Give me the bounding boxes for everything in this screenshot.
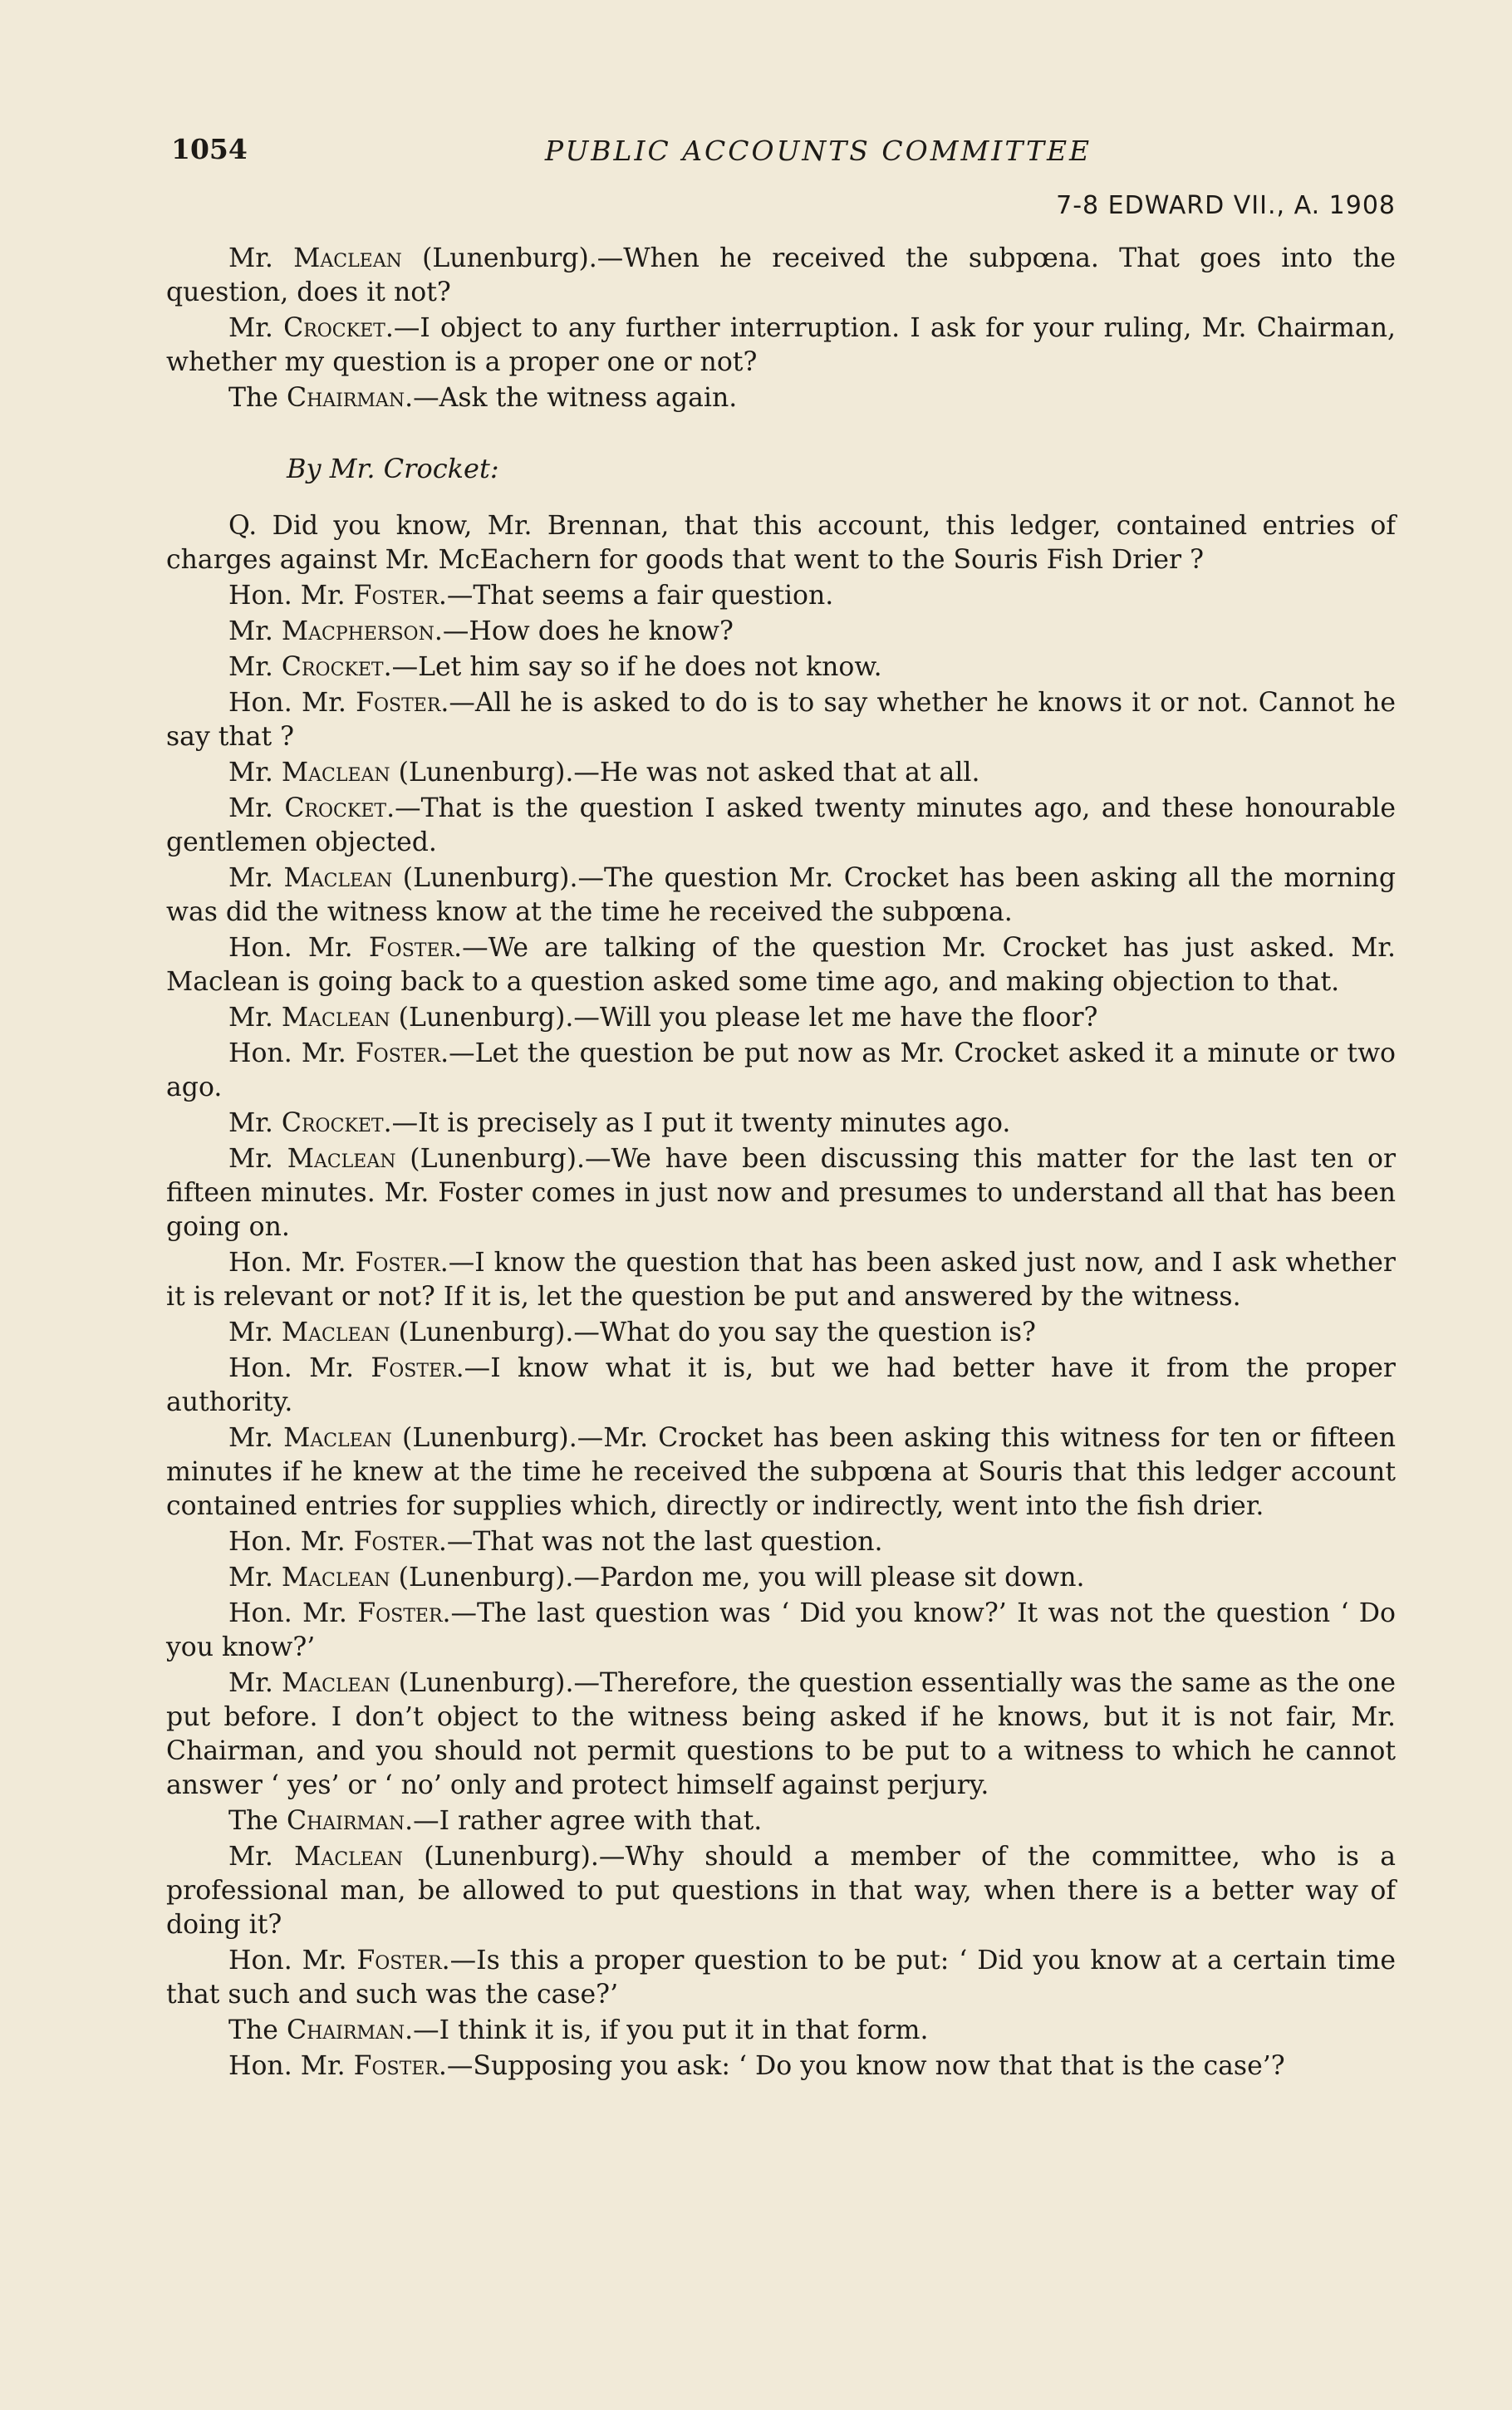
speaker-suffix: .— [383,652,419,682]
speaker-name: Foster [371,1353,456,1383]
speaker-suffix: (Lunenburg).— [390,758,600,788]
speech-text: I object to any further interruption. I ask for your ruling, Mr. Chairman, whether my question is a proper one or not? [166,313,1397,377]
speaker-suffix: .— [455,1353,491,1383]
speech-text: That seems a fair question. [473,581,834,611]
speaker-suffix: .— [434,616,469,646]
speaker-name: Macpherson [281,616,434,646]
speaker-name: Crocket [281,1108,384,1138]
speech-text: All he is asked to do is to say whether he knows it or not. Cannot he say that ? [166,688,1396,752]
speaker-name: Crocket [283,313,385,343]
speech-paragraph [166,931,1396,999]
speaker-title: Mr. [228,1842,273,1872]
speaker-suffix: .— [405,1806,439,1836]
speaker-suffix: (Lunenburg).— [402,1842,626,1872]
speaker-name: Foster [353,581,439,611]
speaker-name: Chairman [286,2015,405,2045]
speaker-title: Mr. [228,758,273,788]
speech-text: Mr. Crocket has been asking this witness for ten or fifteen minutes if he knew at the time he received the subpœna at Souris that this ledger account contained entries for supplies which, directly or indirectly, went into the fish drier. [166,1423,1397,1521]
speech-text: The question Mr. Crocket has been asking all the morning was did the witness know at the time he received the subpœna. [166,863,1396,927]
transcript-body [166,242,1396,2084]
speech-text: That was not the last question. [473,1527,883,1557]
speech-text: When he received the subpœna. That goes into the question, does it not? [166,243,1397,307]
speech-text: That is the question I asked twenty minutes ago, and these honourable gentlemen objected. [166,793,1396,857]
speech-paragraph [166,650,1396,685]
speech-paragraph [166,1944,1396,2012]
speech-paragraph [166,579,1396,613]
speaker-title: Hon. Mr. [228,2051,346,2081]
transcript-part-2 [166,579,1396,2084]
speaker-title: Hon. Mr. [228,1038,346,1068]
transcript-part-1 [166,242,1396,415]
speech-text: I think it is, if you put it in that form. [439,2015,929,2045]
speech-text: Why should a member of the committee, who is a professional man, be allowed to put questions in that way, when there is a better way of doing it? [166,1842,1396,1940]
speech-text: Will you please let me have the floor? [599,1003,1098,1033]
speech-text: I know what it is, but we had better have it from the proper authority. [166,1353,1396,1417]
speaker-name: Maclean [283,1423,392,1453]
speech-text: Let him say so if he does not know. [418,652,882,682]
speaker-suffix: (Lunenburg).— [401,243,624,273]
speech-paragraph [166,686,1396,754]
speaker-suffix: (Lunenburg).— [390,1668,600,1698]
page-number: 1054 [171,133,248,165]
speech-paragraph [166,1001,1396,1035]
speaker-title: The [228,2015,278,2045]
speech-paragraph [166,1666,1396,1803]
speaker-title: Hon. Mr. [228,581,346,611]
session-line: 7-8 EDWARD VII., A. 1908 [1056,191,1396,220]
speaker-suffix: .— [440,1038,475,1068]
speaker-title: Mr. [228,1144,273,1174]
speech-paragraph [166,615,1396,649]
speaker-suffix: .— [441,1946,477,1976]
speech-paragraph [166,1037,1396,1105]
speaker-name: Crocket [284,793,387,823]
speaker-name: Maclean [281,1003,390,1033]
speaker-title: Mr. [228,1563,273,1593]
speaker-name: Maclean [281,1318,390,1347]
speech-paragraph [166,2014,1396,2048]
speaker-title: Hon. Mr. [228,688,346,718]
speaker-name: Maclean [283,863,393,893]
speaker-suffix: .— [442,1598,478,1628]
speaker-title: Mr. [228,1318,273,1347]
speech-paragraph [166,1561,1396,1595]
speaker-title: Mr. [228,243,273,273]
speaker-suffix: .— [383,1108,419,1138]
speaker-title: The [228,1806,278,1836]
speech-paragraph [166,1352,1396,1420]
speaker-title: Mr. [228,652,273,682]
speech-text: What do you say the question is? [599,1318,1036,1347]
speaker-name: Foster [355,1038,441,1068]
speaker-suffix: (Lunenburg).— [395,1144,611,1174]
speaker-name: Foster [353,1527,439,1557]
speaker-name: Chairman [286,383,405,413]
running-header [166,133,1396,184]
speaker-title: Mr. [228,1668,273,1698]
speaker-name: Foster [356,688,441,718]
speaker-suffix: .— [386,793,421,823]
speaker-name: Foster [355,1248,440,1278]
speaker-suffix: (Lunenburg).— [390,1003,600,1033]
speaker-name: Chairman [286,1806,405,1836]
speech-paragraph [166,1246,1396,1314]
speaker-name: Foster [356,1946,442,1976]
speaker-name: Foster [368,933,454,963]
speech-text: We are talking of the question Mr. Crocket has just asked. Mr. Maclean is going back to a question asked some time ago, and making objection to that. [166,933,1397,997]
speech-text: Ask the witness again. [439,383,738,413]
speaker-name: Crocket [281,652,384,682]
speaker-title: Mr. [228,1003,273,1033]
speaker-title: Hon. Mr. [228,1598,347,1628]
speech-paragraph [166,2049,1396,2084]
speaker-title: Mr. [228,793,273,823]
speaker-suffix: .— [438,581,474,611]
speaker-suffix: (Lunenburg).— [390,1563,600,1593]
speaker-suffix: (Lunenburg).— [391,1423,604,1453]
speech-paragraph [166,381,1396,415]
speech-text: I know the question that has been asked just now, and I ask whether it is relevant or not? If it is, let the question be put and answered by the witness. [166,1248,1396,1312]
speech-paragraph [166,242,1396,310]
speaker-title: Mr. [228,1423,273,1453]
speaker-title: Hon. Mr. [228,933,353,963]
speaker-title: Mr. [228,863,273,893]
speaker-name: Maclean [281,1668,390,1698]
speaker-suffix: .— [385,313,420,343]
speaker-name: Maclean [287,1144,396,1174]
speech-paragraph [166,1525,1396,1559]
question-paragraph: Q. Did you know, Mr. Brennan, that this account, this ledger, contained entries of charges against Mr. McEachern for goods that went to the Souris Fish Drier ? [166,511,1396,575]
speaker-title: Hon. Mr. [228,1946,347,1976]
speaker-name: Foster [353,2051,439,2081]
speech-paragraph [166,1804,1396,1838]
speaker-suffix: .— [405,383,439,413]
speaker-name: Maclean [281,758,390,788]
examiner-subheading: By Mr. Crocket: [287,453,499,484]
speech-paragraph [166,792,1396,860]
speech-text: We have been discussing this matter for the last ten or fifteen minutes. Mr. Foster comes in just now and presumes to understand all that has been going on. [166,1144,1397,1242]
speech-paragraph [166,1421,1396,1524]
speech-paragraph [166,756,1396,790]
speech-paragraph [166,1840,1396,1942]
speaker-title: Hon. Mr. [228,1353,354,1383]
speaker-suffix: .— [405,2015,439,2045]
speech-paragraph [166,1142,1396,1244]
speech-paragraph [166,861,1396,930]
speech-text: How does he know? [469,616,734,646]
speaker-name: Maclean [294,1842,403,1872]
running-title: PUBLIC ACCOUNTS COMMITTEE [544,135,1092,167]
speaker-title: Mr. [228,313,273,343]
speech-text: It is precisely as I put it twenty minutes ago. [418,1108,1011,1138]
speech-text: I rather agree with that. [439,1806,763,1836]
speaker-title: Mr. [228,1108,273,1138]
speech-text: Is this a proper question to be put: ‘ Did you know at a certain time that such and such was the case?’ [166,1946,1396,2010]
speaker-suffix: (Lunenburg).— [392,863,604,893]
speech-text: The last question was ‘ Did you know?’ It was not the question ‘ Do you know?’ [166,1598,1396,1662]
speaker-suffix: .— [439,1248,475,1278]
speech-text: Let the question be put now as Mr. Crocket asked it a minute or two ago. [166,1038,1396,1102]
speaker-suffix: .— [438,2051,474,2081]
speaker-title: Hon. Mr. [228,1527,346,1557]
speaker-name: Maclean [293,243,402,273]
speech-paragraph [166,1597,1396,1665]
speaker-name: Foster [357,1598,443,1628]
speech-text: He was not asked that at all. [599,758,980,788]
speaker-title: Hon. Mr. [228,1248,346,1278]
speech-paragraph [166,312,1396,380]
speech-paragraph [166,1316,1396,1350]
speech-text: Supposing you ask: ‘ Do you know now that that is the case’? [473,2051,1285,2081]
speaker-title: The [228,383,278,413]
speech-paragraph [166,1107,1396,1141]
speaker-name: Maclean [281,1563,390,1593]
speaker-suffix: .— [454,933,488,963]
speaker-suffix: (Lunenburg).— [390,1318,600,1347]
speaker-suffix: .— [440,688,475,718]
speech-text: Therefore, the question essentially was the same as the one put before. I don’t object to the witness being asked if he knows, but it is not fair, Mr. Chairman, and you should not permit questions to be put to a witness to which he cannot answer ‘ yes’ or ‘ no’ only and protect himself against perjury. [166,1668,1396,1800]
speaker-suffix: .— [438,1527,474,1557]
speaker-title: Mr. [228,616,273,646]
speech-text: Pardon me, you will please sit down. [599,1563,1085,1593]
